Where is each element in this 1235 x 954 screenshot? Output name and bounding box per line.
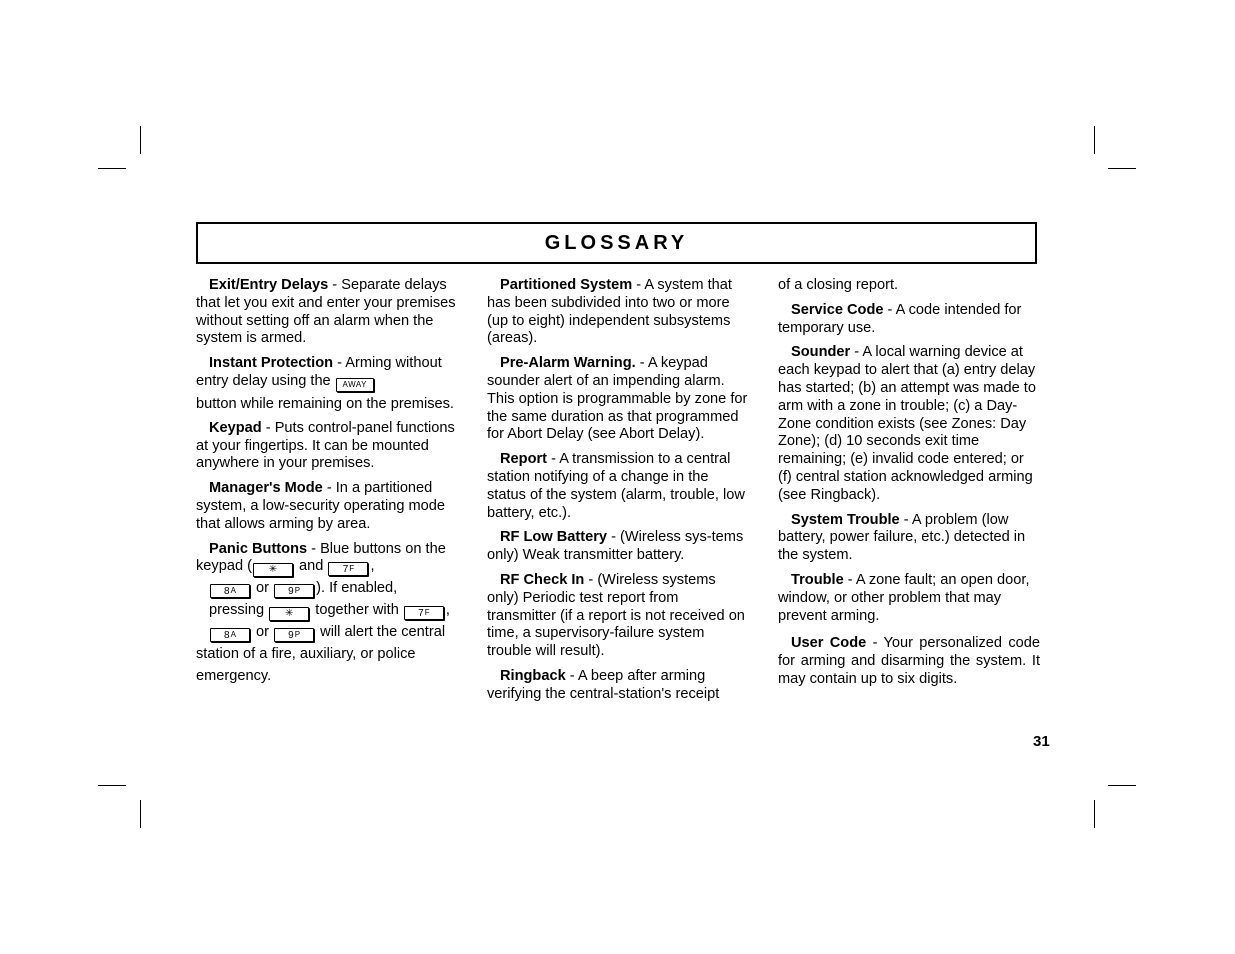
definition: - A system that has been subdivided into two or more (up to eight) independent subsystems (areas). [487, 277, 732, 347]
glossary-entry-report [487, 451, 749, 522]
page-title: GLOSSARY [544, 231, 689, 254]
definition: - Puts control-panel functions at your fingertips. It can be mounted anywhere in your premises. [196, 419, 455, 472]
term: Exit/Entry Delays [209, 277, 329, 293]
glossary-entry-partitioned-system [487, 277, 749, 348]
crop-mark [140, 126, 141, 154]
term: User Code [791, 635, 867, 652]
term: RF Low Battery [500, 529, 608, 546]
term: Keypad [209, 419, 262, 436]
panic-keys-row: 8A or 9P ). If enabled, [196, 577, 458, 599]
glossary-entry-service-code [778, 302, 1040, 338]
glossary-column-1 [196, 277, 458, 694]
definition: - A local warning device at each keypad to alert that (a) entry delay has started; (b) an attempt was made to arm with a zone in trouble; (c) a Day-Zone condition exists (see Zones: Day Zone); (d) 10 seconds exit time remaining; (e) invalid code entered; or (f) central station acknowledged arming (see Ringback). [778, 344, 1036, 503]
seven-key: 7F [328, 562, 368, 576]
definition: - A problem (low battery, power failure, etc.) detected in the system. [778, 511, 1026, 564]
crop-mark [1108, 785, 1136, 786]
glossary-entry-system-trouble [778, 512, 1040, 565]
star-key: ✳ [253, 563, 293, 577]
definition: - Arming without entry delay using the [196, 355, 442, 389]
term: System Trouble [791, 511, 900, 528]
glossary-entry-rf-check-in [487, 572, 749, 661]
crop-mark [1094, 800, 1095, 828]
term: Instant Protection [209, 355, 334, 372]
glossary-column-2 [487, 277, 749, 711]
term: Sounder [791, 344, 851, 361]
glossary-entry-pre-alarm-warning [487, 355, 749, 444]
glossary-entry-user-code [778, 635, 1040, 688]
definition: - A code intended for temporary use. [778, 301, 1022, 336]
glossary-entry-trouble [778, 572, 1040, 625]
crop-mark [1108, 168, 1136, 169]
crop-mark [98, 785, 126, 786]
glossary-entry-instant-protection [196, 355, 458, 414]
page-number: 31 [1033, 733, 1050, 750]
glossary-entry-sounder [778, 344, 1040, 504]
glossary-entry-ringback [487, 668, 749, 704]
definition: - Blue buttons on the keypad ( [196, 540, 446, 575]
definition: - Separate delays that let you exit and enter your premises without setting off an alarm when the system is armed. [196, 277, 456, 347]
definition: button while remaining on the premises. [196, 395, 454, 412]
panic-keys-row: 8A or 9P will alert the central station of a fire, auxiliary, or police emergency. [196, 624, 446, 685]
term: Panic Buttons [209, 540, 308, 557]
term: Manager's Mode [209, 480, 323, 497]
crop-mark [140, 800, 141, 828]
panic-keys-row: pressing ✳ together with 7F , [209, 602, 450, 620]
definition: - A keypad sounder alert of an impending alarm. This option is programmable by zone for the same duration as that programmed for Abort Delay (see Abort Delay). [487, 355, 748, 443]
crop-mark [1094, 126, 1095, 154]
term: Ringback [500, 667, 566, 684]
eight-key: 8A [210, 584, 250, 598]
crop-mark [98, 168, 126, 169]
star-key: ✳ [269, 607, 309, 621]
seven-key: 7F [404, 606, 444, 620]
definition: - A beep after arming verifying the central-station's receipt [487, 667, 720, 702]
eight-key: 8A [210, 628, 250, 642]
glossary-entry-rf-low-battery [487, 529, 749, 565]
ringback-continuation: of a closing report. [778, 277, 899, 293]
nine-key: 9P [274, 584, 314, 598]
term: RF Check In [500, 571, 585, 588]
nine-key: 9P [274, 628, 314, 642]
definition: - Your personalized code for arming and disarming the system. It may contain up to six digits. [778, 635, 1040, 687]
definition: - In a partitioned system, a low-security operating mode that allows arming by area. [196, 480, 446, 532]
term: Pre-Alarm Warning. [500, 355, 636, 372]
glossary-entry-managers-mode [196, 480, 458, 533]
term: Partitioned System [500, 277, 633, 293]
term: Service Code [791, 301, 884, 318]
glossary-entry-keypad [196, 420, 458, 473]
term: Report [500, 451, 548, 468]
glossary-entry-panic-buttons: Panic Buttons - Blue buttons on the keypad ( ✳ and 7F , 8A or 9P ). If enabled, pressing ✳ together with 7F , 8A or 9P will alert the central station of a fire, auxiliary, or police emergency. [196, 541, 458, 688]
glossary-entry-exit-entry-delays [196, 277, 458, 348]
definition: - A transmission to a central station notifying of a change in the status of the system (alarm, trouble, low battery, etc.). [487, 451, 745, 521]
definition: - (Wireless systems only) Periodic test report from transmitter (if a report is not received on time, a supervisory-failure system trouble will result). [487, 571, 745, 660]
definition: - A zone fault; an open door, window, or other problem that may prevent arming. [778, 571, 1030, 624]
definition: - (Wireless sys-tems only) Weak transmitter battery. [487, 529, 744, 564]
term: Trouble [791, 571, 844, 588]
away-key: AWAY [336, 378, 374, 392]
glossary-column-3 [778, 277, 1040, 696]
glossary-title-box [196, 222, 1037, 264]
